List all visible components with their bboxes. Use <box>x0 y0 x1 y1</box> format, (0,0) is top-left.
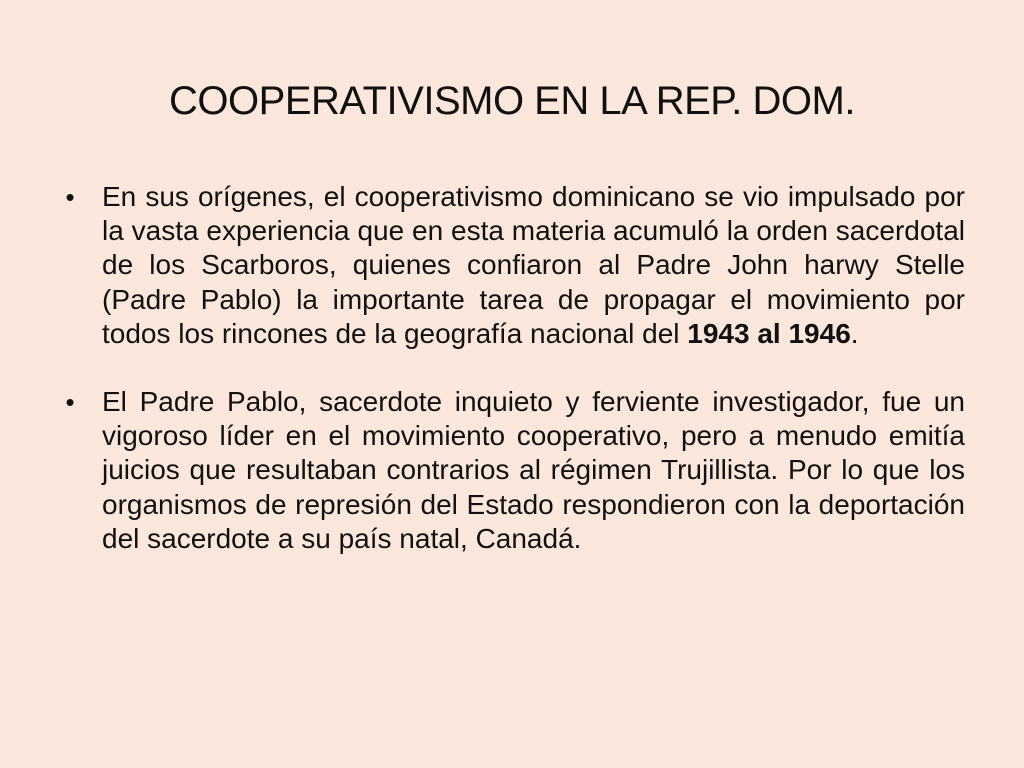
bullet-item-2 <box>60 385 965 556</box>
bullet-1-text: En sus orígenes, el cooperativismo dominicano se vio impulsado por la vasta experiencia que en esta materia acumuló la orden sacerdotal de los Scarboros, quienes confiaron al Padre John harwy Stelle (Padre Pablo) la importante tarea de propagar el movimiento por todos los rincones de la geografía nacional del <box>102 181 965 349</box>
bullet-2-text: El Padre Pablo, sacerdote inquieto y ferviente investigador, fue un vigoroso líder en el movimiento cooperativo, pero a menudo emitía juicios que resultaban contrarios al régimen Trujillista. Por lo que los organismos de represión del Estado respondieron con la deportación del sacerdote a su país natal, Canadá. <box>102 386 965 554</box>
bullet-icon: • <box>65 387 75 418</box>
bullet-item-1 <box>60 180 965 351</box>
bullet-1-end: . <box>850 317 859 349</box>
bullet-list <box>60 180 965 590</box>
bullet-icon: • <box>65 182 75 212</box>
bullet-1-years: 1943 al 1946 <box>687 317 851 349</box>
slide-title: COOPERATIVISMO EN LA REP. DOM. <box>169 79 855 123</box>
